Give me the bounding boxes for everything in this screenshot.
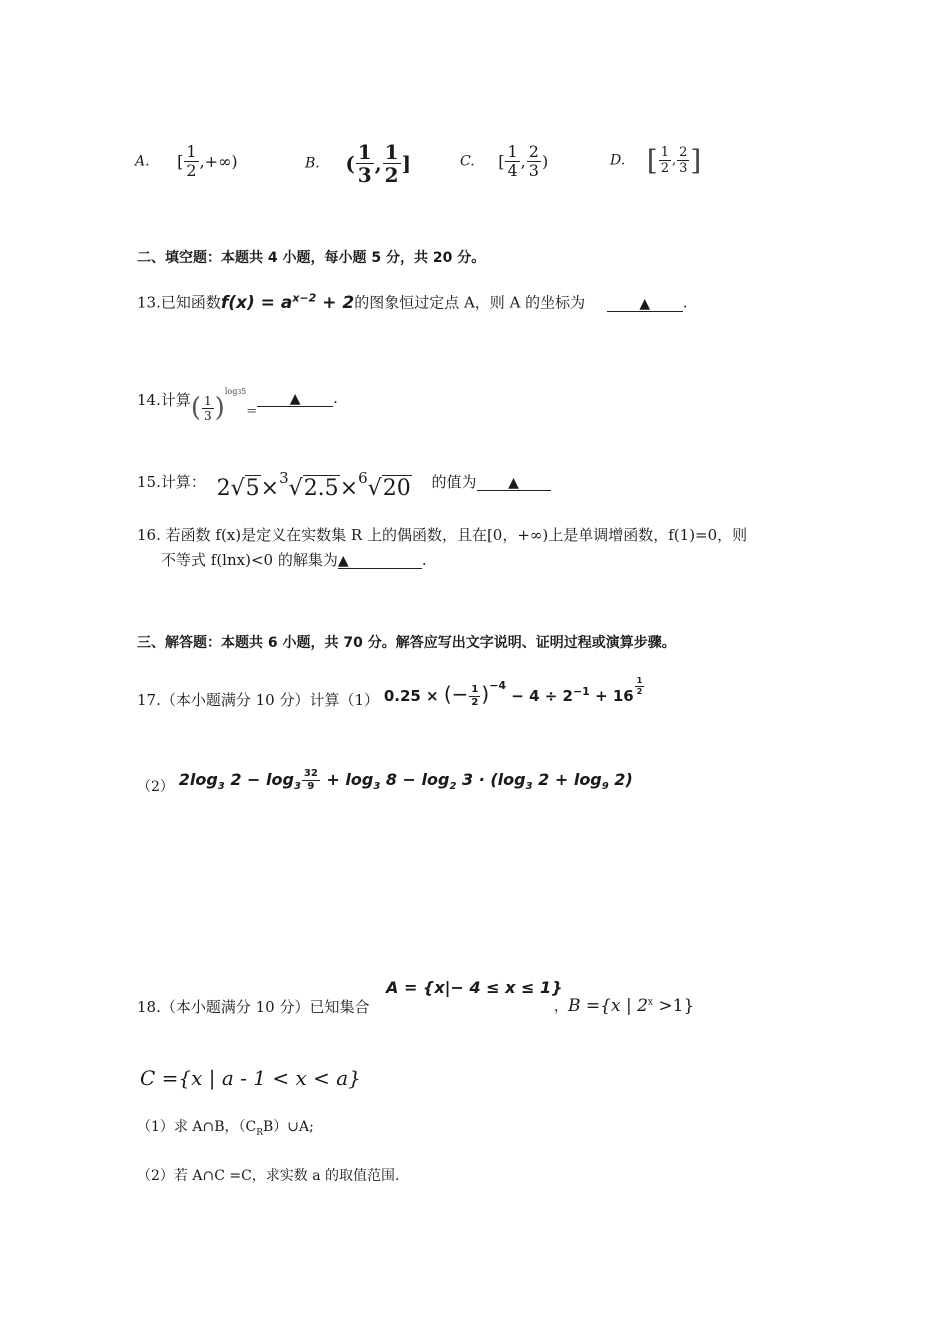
question-17-part2 — [137, 768, 633, 795]
option-b-sep: , — [374, 151, 382, 176]
option-a — [135, 144, 238, 179]
q18-part1: （1）求 A∩B，$(C_RB)\cup A$; — [137, 1119, 314, 1138]
option-c-letter: C. — [460, 153, 475, 170]
q13-end: . — [682, 293, 688, 312]
option-a-sep: , — [199, 152, 205, 171]
section2-heading: 二、填空题：本题共 4 小题，每小题 5 分，共 20 分。 — [137, 250, 486, 266]
q14-prefix: 14.计算 — [137, 391, 191, 409]
q15-prefix: 15.计算： — [137, 473, 206, 491]
q16-answer-blank: ▲ — [338, 554, 422, 569]
option-c-close: ) — [541, 152, 549, 171]
q17-expression-2: $2\log_3$ $2 - \log_3$ $\frac{32}{9}$ + $\log_3 8 - \log_2 3 \cdot (\log_3$ $2 + \log_9 2$) — [178, 768, 633, 793]
q17-expression-1: 0.25 × (− $\frac{1}{2}$ )$^{-4} - 4 \div 2^{-1} + 16$ $\frac{1}{2}$ — [383, 676, 643, 708]
q18-set-b: ，B ={x | $2^x >1$} — [554, 996, 695, 1016]
option-a-letter: A. — [135, 153, 150, 170]
question-18 — [137, 996, 369, 1017]
option-c-open: [ — [498, 152, 505, 171]
q17-part2-label: （2） — [137, 779, 174, 795]
question-15 — [137, 468, 551, 501]
option-d-sep: , — [671, 153, 677, 168]
option-c-sep: , — [520, 152, 526, 171]
q18-prefix: 18.（本小题满分 10 分）已知集合 — [137, 998, 370, 1016]
option-b-letter: B. — [305, 155, 320, 172]
option-a-open: [ — [177, 152, 184, 171]
option-d-letter: D. — [610, 152, 626, 169]
option-c — [460, 144, 548, 179]
q16-line2-text: 不等式 f(lnx)<0 的解集为 — [161, 551, 338, 569]
option-a-fraction: $\frac{1}{2}$ — [186, 142, 197, 180]
option-d-fraction-2: $\frac{2}{3}$ — [679, 145, 688, 176]
option-d-open: [ — [646, 144, 658, 177]
option-a-tail: +∞) — [204, 152, 238, 171]
q18-set-c: C ={x | a - 1 < x < a} — [140, 1066, 361, 1090]
q14-expression: ( $\frac{1}{3}$ )$^{log35}$ — [190, 387, 247, 423]
q14-end: . — [333, 389, 338, 407]
q18-set-a: A = {x|− 4 ≤ x ≤ 1} — [386, 978, 563, 997]
option-b — [305, 142, 411, 185]
option-c-fraction-2: $\frac{2}{3}$ — [528, 142, 539, 180]
question-16-line2 — [161, 549, 427, 570]
q13-text: 的图象恒过定点 A，则 A 的坐标为 — [354, 293, 586, 312]
option-b-fraction-2: $\frac{1}{2}$ — [384, 140, 399, 187]
q15-expression: 2√5×$^3$√2.5×$^6$√20 — [216, 469, 411, 501]
question-13 — [137, 291, 688, 313]
option-b-fraction-1: $\frac{1}{3}$ — [357, 140, 372, 187]
question-14 — [137, 383, 338, 433]
q13-formula: $f(x) = a^{x-2} + 2$ — [220, 291, 355, 313]
option-b-close: ] — [401, 151, 412, 176]
q13-answer-blank: ▲ — [607, 297, 683, 312]
option-c-fraction-1: $\frac{1}{4}$ — [507, 142, 518, 180]
q14-answer-blank: ▲ — [257, 392, 333, 407]
q15-answer-blank: ▲ — [477, 476, 551, 491]
q18-part2: （2）若 A∩C =C，求实数 a 的取值范围. — [137, 1168, 400, 1184]
option-d — [610, 144, 701, 177]
q16-end: . — [421, 551, 427, 569]
question-16-line1: 16. 若函数 f(x)是定义在实数集 R 上的偶函数，且在[0，+∞)上是单调增函数，f(1)=0，则 — [137, 526, 748, 544]
q15-text: 的值为 — [431, 473, 477, 491]
option-b-open: ( — [345, 151, 355, 176]
section3-heading: 三、解答题：本题共 6 小题，共 70 分。解答应写出文字说明、证明过程或演算步骤。 — [137, 635, 676, 651]
question-17 — [137, 676, 645, 712]
option-d-fraction-1: $\frac{1}{2}$ — [660, 145, 669, 176]
q14-equals: = — [246, 404, 258, 419]
q17-prefix: 17.（本小题满分 10 分）计算（1） — [137, 691, 380, 709]
q13-prefix: 13.已知函数 — [137, 293, 221, 312]
option-d-close: ] — [690, 144, 702, 177]
